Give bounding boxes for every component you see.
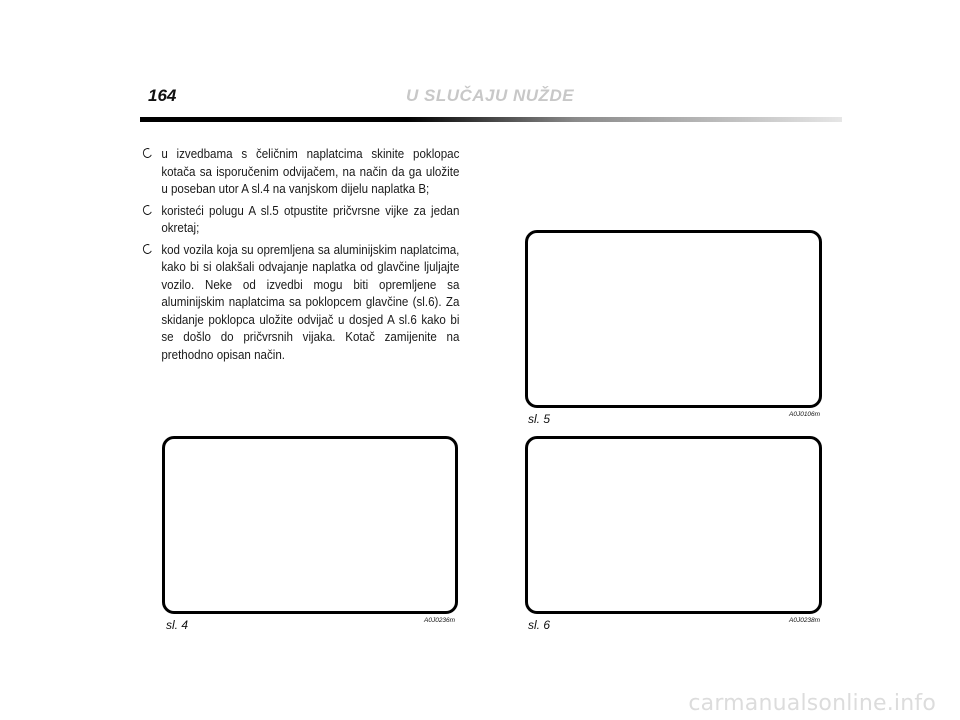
figure-6-frame — [525, 436, 822, 614]
page-number: 164 — [148, 86, 177, 105]
watermark: carmanualsonline.info — [688, 691, 936, 716]
list-item-text: u izvedbama s čeličnim naplatcima skinite poklopac kotača sa isporučenim odvijačem, na način da ga uložite u poseban utor A sl.4 na vanjskom dijelu naplatka B; — [161, 147, 460, 196]
bullet-circle-icon — [142, 203, 154, 216]
bullet-circle-icon — [142, 242, 154, 255]
list-item — [142, 203, 459, 238]
section-title: U SLUČAJU NUŽDE — [406, 86, 575, 105]
list-item — [142, 242, 459, 365]
instruction-list — [142, 146, 487, 368]
figure-5-code: A0J0106m — [789, 411, 821, 418]
figure-5-frame — [525, 230, 822, 408]
figure-6-code: A0J0238m — [789, 617, 821, 624]
figure-6-caption: sl. 6 — [528, 618, 551, 632]
list-item-text: koristeći polugu A sl.5 otpustite pričvrsne vijke za jedan okretaj; — [161, 203, 460, 235]
figure-5-caption: sl. 5 — [528, 412, 551, 426]
figure-4-caption: sl. 4 — [166, 618, 189, 632]
header-rule — [140, 117, 842, 122]
figure-4-frame — [162, 436, 458, 614]
list-item-text: kod vozila koja su opremljena sa aluminijskim naplatcima, kako bi si olakšali odvajanje naplatka od glavčine ljuljajte vozilo. Neke od izvedbi mogu biti opremljene sa aluminijskim naplatcima sa poklopcem glavčine (sl.6). Za skidanje poklopca uložite odvijač u dosjed A sl.6 kako bi se došlo do pričvrsnih vijaka. Kotač zamijenite na prethodno opisan način. — [161, 242, 460, 362]
bullet-circle-icon — [142, 147, 154, 160]
figure-4-code: A0J0236m — [424, 617, 456, 624]
list-item — [142, 146, 459, 199]
